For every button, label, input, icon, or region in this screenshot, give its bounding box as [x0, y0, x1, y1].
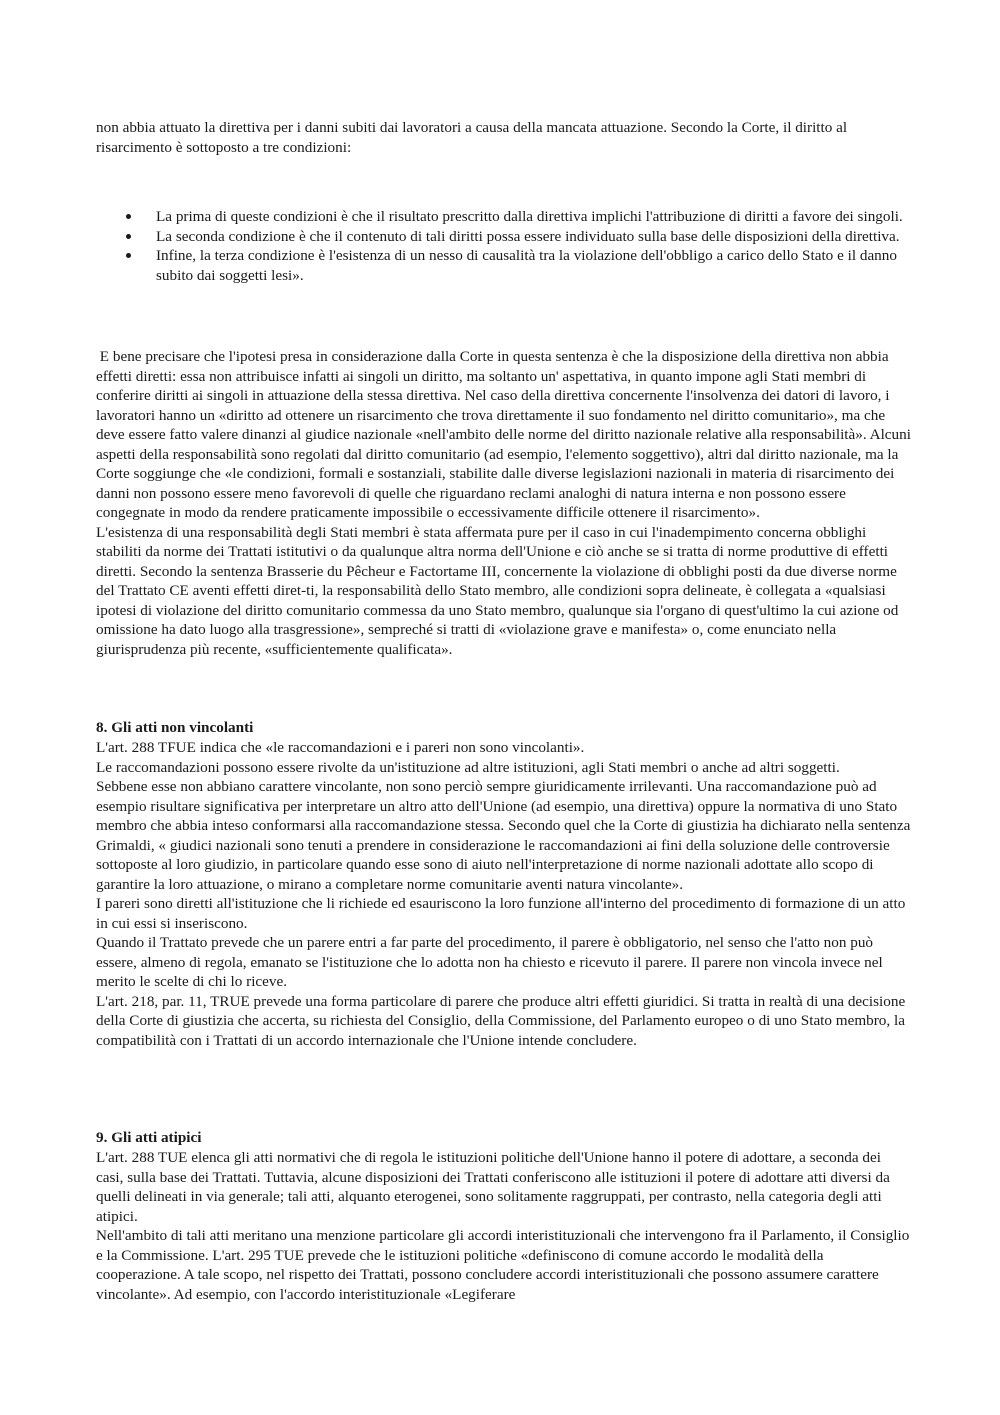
list-item: Infine, la terza condizione è l'esistenza di un nesso di causalità tra la violazione dell'obbligo a carico dello Stato e il danno subito dai soggetti lesi».: [96, 246, 911, 285]
body-paragraph: Le raccomandazioni possono essere rivolte da un'istituzione ad altre istituzioni, agli Stati membri o anche ad altri soggetti.: [96, 758, 840, 776]
section-8-body: [96, 738, 911, 1050]
list-item: La prima di queste condizioni è che il risultato prescritto dalla direttiva implichi l'attribuzione di diritti a favore dei singoli.: [96, 207, 911, 227]
body-paragraph: L'art. 288 TUE elenca gli atti normativi che di regola le istituzioni politiche dell'Unione hanno il potere di adottare, a seconda dei casi, sulla base dei Trattati. Tuttavia, alcune disposizioni dei Trattati conferiscono alle istituzioni il potere di adottare atti diversi da quelli delineati in via generale; tali atti, alquanto eterogenei, sono solitamente raggruppati, per contrasto, nella categoria degli atti atipici.: [96, 1149, 890, 1225]
list-item: La seconda condizione è che il contenuto di tali diritti possa essere individuato sulla base delle disposizioni della direttiva.: [96, 227, 911, 247]
intro-paragraph: non abbia attuato la direttiva per i danni subiti dai lavoratori a causa della mancata attuazione. Secondo la Corte, il diritto al risarcimento è sottoposto a tre condizioni:: [96, 119, 848, 156]
section-9-heading: 9. Gli atti atipici: [96, 1129, 202, 1146]
body-paragraph: Nell'ambito di tali atti meritano una menzione particolare gli accordi interistituzionali che intervengono fra il Parlamento, il Consiglio e la Commissione. L'art. 295 TUE prevede che le istituzioni politiche «definiscono di comune accordo le modalità della cooperazione. A tale scopo, nel rispetto dei Trattati, possono concludere accordi interistituzionali che possono assumere carattere vincolante». Ad esempio, con l'accordo interistituzionale «Legiferare: [96, 1227, 910, 1303]
body-paragraph: L'art. 218, par. 11, TRUE prevede una forma particolare di parere che produce altri effetti giuridici. Si tratta in realtà di una decisione della Corte di giustizia che accerta, su richiesta del Consiglio, della Commissione, del Parlamento europeo o di uno Stato membro, la compatibilità con i Trattati di un accordo internazionale che l'Unione intende concludere.: [96, 992, 906, 1049]
body-paragraph: E bene precisare che l'ipotesi presa in considerazione dalla Corte in questa sentenza è che la disposizione della direttiva non abbia effetti diretti: essa non attribuisce infatti ai singoli un diritto, ma soltanto un' aspettativa, in quanto impone agli Stati membri di conferire diritti ai singoli in attuazione della stessa direttiva. Nel caso della direttiva concernente l'insolvenza dei datori di lavoro, i lavoratori hanno un «diritto ad ottenere un risarcimento che trova direttamente il suo fondamento nel diritto comunitario», ma che deve essere fatto valere dinanzi al giudice nazionale «nell'ambito delle norme del diritto nazionale relative alla responsabilità». Alcuni aspetti della responsabilità sono regolati dal diritto comunitario (ad esempio, l'elemento soggettivo), altri dal diritto nazionale, ma la Corte soggiunge che «le condizioni, formali e sostanziali, stabilite dalle diverse legislazioni nazionali in materia di risarcimento dei danni non possono essere meno favorevoli di quelle che riguardano reclami analoghi di natura interna e non possono essere congegnate in modo da rendere praticamente impossibile o eccessivamente difficile ottenere il risarcimento».: [96, 348, 915, 521]
body-paragraph: Sebbene esse non abbiano carattere vincolante, non sono perciò sempre giuridicamente irrilevanti. Una raccomandazione può ad esempio risultare significativa per interpretare un altro atto dell'Unione (ad esempio, una direttiva) oppure la normativa di uno Stato membro che abbia inteso conformarsi alla raccomandazione stessa. Secondo quel che la Corte di giustizia ha dichiarato nella sentenza Grimaldi, « giudici nazionali sono tenuti a prendere in considerazione le raccomandazioni ai fini della soluzione delle controversie sottoposte al loro giudizio, in particolare quando esse sono di aiuto nell'interpretazione di norme nazionali adottate allo scopo di garantire la loro attuazione, o mirano a completare norme comunitarie aventi natura vincolante».: [96, 778, 911, 893]
body-paragraph: L'art. 288 TFUE indica che «le raccomandazioni e i pareri non sono vincolanti».: [96, 739, 585, 756]
section-9-body: [96, 1148, 911, 1304]
body-paragraph: L'esistenza di una responsabilità degli Stati membri è stata affermata pure per il caso in cui l'inadempimento concerna obblighi stabiliti da norme dei Trattati istitutivi o da qualunque altra norma dell'Unione e ciò anche se si tratta di norme produttive di effetti diretti. Secondo la sentenza Brasserie du Pêcheur e Factortame III, concernente la violazione di obblighi posti da due diverse norme del Trattato CE aventi effetti diret-ti, la responsabilità dello Stato membro, alle condizioni sopra delineate, è collegata a «qualsiasi ipotesi di violazione del diritto comunitario commessa da uno Stato membro, qualunque sia l'organo di quest'ultimo la cui azione od omissione ha dato luogo alla trasgressione», sempreché si tratti di «violazione grave e manifesta» o, come enunciato nella giurisprudenza più recente, «sufficientemente qualificata».: [96, 523, 899, 658]
section-8-heading: 8. Gli atti non vincolanti: [96, 719, 254, 736]
body-paragraph: Quando il Trattato prevede che un parere entri a far parte del procedimento, il parere è obbligatorio, nel senso che l'atto non può essere, almeno di regola, emanato se l'istituzione che lo adotta non ha chiesto e ricevuto il parere. Il parere non vincola invece nel merito le scelte di chi lo riceve.: [96, 934, 883, 990]
body-text-block: [96, 347, 915, 659]
conditions-list: [96, 207, 911, 285]
body-paragraph: I pareri sono diretti all'istituzione che li richiede ed esauriscono la loro funzione all'interno del procedimento di formazione di un atto in cui essi si inseriscono.: [96, 895, 906, 932]
